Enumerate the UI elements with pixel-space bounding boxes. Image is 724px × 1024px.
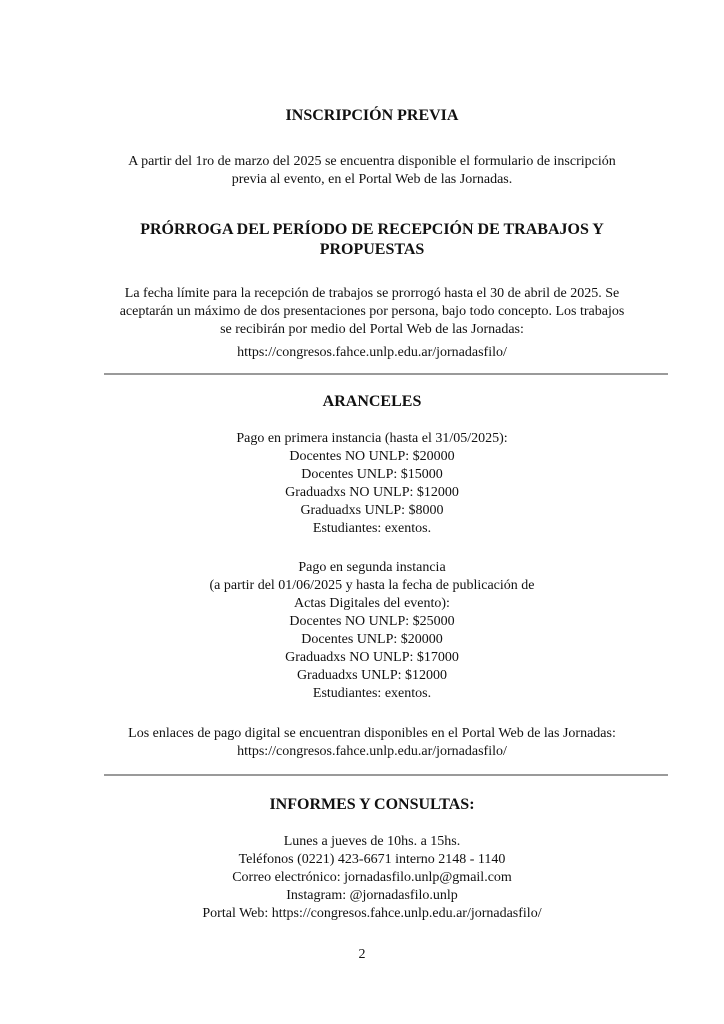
prorroga-title-line: PRÓRROGA DEL PERÍODO DE RECEPCIÓN DE TRABAJOS Y xyxy=(140,221,604,238)
contact-portal[interactable]: Portal Web: https://congresos.fahce.unlp.edu.ar/jornadasfilo/ xyxy=(202,906,542,921)
portal-url-link[interactable]: https://congresos.fahce.unlp.edu.ar/jornadasfilo/ xyxy=(237,345,507,360)
fee-line: Pago en segunda instancia xyxy=(298,560,446,575)
enlaces-line: Los enlaces de pago digital se encuentran disponibles en el Portal Web de las Jornadas: xyxy=(128,726,616,741)
section-title-informes: INFORMES Y CONSULTAS: xyxy=(269,796,475,813)
inscripcion-paragraph xyxy=(90,153,654,189)
fee-line: Estudiantes: exentos. xyxy=(312,521,432,536)
contact-phone: Teléfonos (0221) 423-6671 interno 2148 - 1140 xyxy=(238,852,506,867)
prorroga-paragraph xyxy=(90,285,654,339)
prorroga-line: se recibirán por medio del Portal Web de las Jornadas: xyxy=(220,322,524,337)
informes-paragraph xyxy=(90,833,654,923)
aranceles-primera-instancia xyxy=(90,430,654,538)
prorroga-line: aceptarán un máximo de dos presentaciones por persona, bajo todo concepto. Los trabajos xyxy=(119,304,625,319)
contact-email[interactable]: Correo electrónico: jornadasfilo.unlp@gmail.com xyxy=(232,870,512,885)
fee-line: Graduadxs NO UNLP: $12000 xyxy=(285,485,459,500)
inscripcion-line: A partir del 1ro de marzo del 2025 se encuentra disponible el formulario de inscripción xyxy=(128,154,616,169)
section-divider xyxy=(104,774,668,776)
fee-line: Docentes NO UNLP: $20000 xyxy=(289,449,455,464)
fee-line: Docentes UNLP: $20000 xyxy=(301,632,443,647)
section-title-inscripcion: INSCRIPCIÓN PREVIA xyxy=(285,107,459,124)
fee-line: Actas Digitales del evento): xyxy=(294,596,450,611)
page-number: 2 xyxy=(358,947,366,962)
section-title-prorroga xyxy=(80,220,664,260)
section-title-aranceles: ARANCELES xyxy=(322,393,422,410)
prorroga-url-paragraph xyxy=(90,344,654,362)
fee-line: Docentes NO UNLP: $25000 xyxy=(289,614,455,629)
fee-line: Docentes UNLP: $15000 xyxy=(301,467,443,482)
fee-line: Graduadxs UNLP: $12000 xyxy=(296,668,448,683)
fee-line: Estudiantes: exentos. xyxy=(312,686,432,701)
portal-url-link[interactable]: https://congresos.fahce.unlp.edu.ar/jornadasfilo/ xyxy=(237,744,507,759)
aranceles-enlaces xyxy=(90,725,654,761)
fee-line: Graduadxs NO UNLP: $17000 xyxy=(285,650,459,665)
fee-line: Graduadxs UNLP: $8000 xyxy=(300,503,444,518)
contact-instagram[interactable]: Instagram: @jornadasfilo.unlp xyxy=(286,888,458,903)
contact-hours: Lunes a jueves de 10hs. a 15hs. xyxy=(283,834,461,849)
inscripcion-line: previa al evento, en el Portal Web de las Jornadas. xyxy=(231,172,513,187)
prorroga-line: La fecha límite para la recepción de trabajos se prorrogó hasta el 30 de abril de 2025. Se xyxy=(124,286,620,301)
prorroga-title-line: PROPUESTAS xyxy=(319,241,425,258)
aranceles-segunda-instancia xyxy=(90,559,654,703)
fee-line: (a partir del 01/06/2025 y hasta la fecha de publicación de xyxy=(209,578,535,593)
fee-line: Pago en primera instancia (hasta el 31/05/2025): xyxy=(236,431,508,446)
section-divider xyxy=(104,373,668,375)
